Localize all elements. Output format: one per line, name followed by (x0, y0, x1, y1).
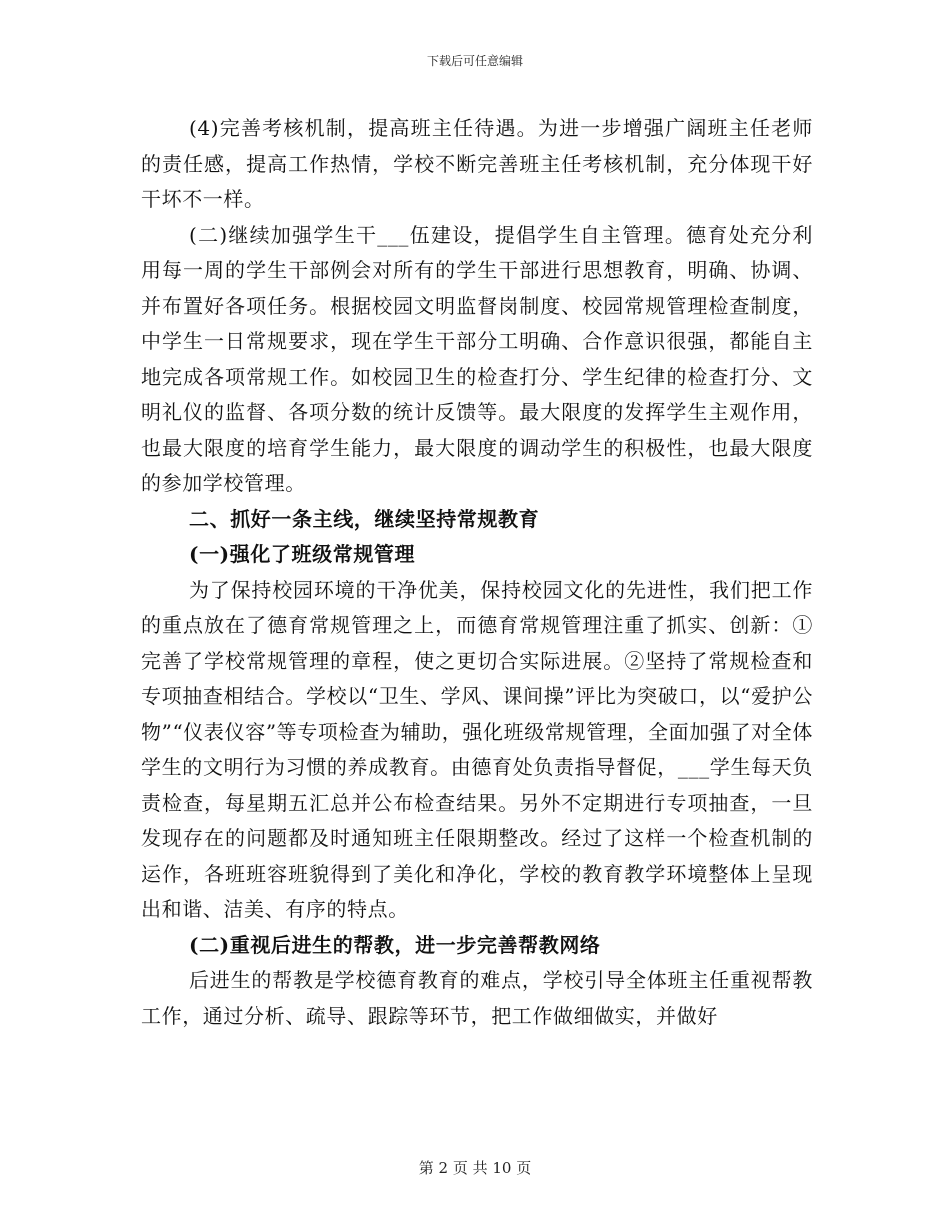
paragraph: 后进生的帮教是学校德育教育的难点，学校引导全体班主任重视帮教工作，通过分析、疏导、跟踪等环节，把工作做细做实，并做好 (141, 968, 813, 1028)
subsection-heading: (二)重视后进生的帮教，进一步完善帮教网络 (189, 932, 601, 957)
page-header: 下载后可任意编辑 (426, 54, 523, 68)
section-heading: 二、抓好一条主线，继续坚持常规教育 (189, 506, 540, 531)
subsection-heading: (一)强化了班级常规管理 (189, 542, 416, 566)
paragraph: (4)完善考核机制，提高班主任待遇。为进一步增强广阔班主任老师的责任感，提高工作热情，学校不断完善班主任考核机制，充分体现干好干坏不一样。 (141, 116, 813, 211)
paragraph: 为了保持校园环境的干净优美，保持校园文化的先进性，我们把工作的重点放在了德育常规管理之上，而德育常规管理注重了抓实、创新：①完善了学校常规管理的章程，使之更切合实际进展。②坚持了常规检查和专项抽查相结合。学校以“卫生、学风、课间操”评比为突破口，以“爱护公物”“仪表仪容”等专项检查为辅助，强化班级常规管理，全面加强了对全体学生的文明行为习惯的养成教育。由德育处负责指导督促，___学生每天负责检查，每星期五汇总并公布检查结果。另外不定期进行专项抽查，一旦发现存在的问题都及时通知班主任限期整改。经过了这样一个检查机制的运作，各班班容班貌得到了美化和净化，学校的教育教学环境整体上呈现出和谐、洁美、有序的特点。 (141, 577, 813, 921)
document-body (141, 111, 813, 1034)
paragraph: (二)继续加强学生干___伍建设，提倡学生自主管理。德育处充分利用每一周的学生干部例会对所有的学生干部进行思想教育，明确、协调、并布置好各项任务。根据校园文明监督岗制度、校园常规管理检查制度，中学生一日常规要求，现在学生干部分工明确、合作意识很强，都能自主地完成各项常规工作。如校园卫生的检查打分、学生纪律的检查打分、文明礼仪的监督、各项分数的统计反馈等。最大限度的发挥学生主观作用，也最大限度的培育学生能力，最大限度的调动学生的积极性，也最大限度的参加学校管理。 (141, 222, 813, 495)
page-number-footer: 第 2 页 共 10 页 (418, 1159, 532, 1177)
